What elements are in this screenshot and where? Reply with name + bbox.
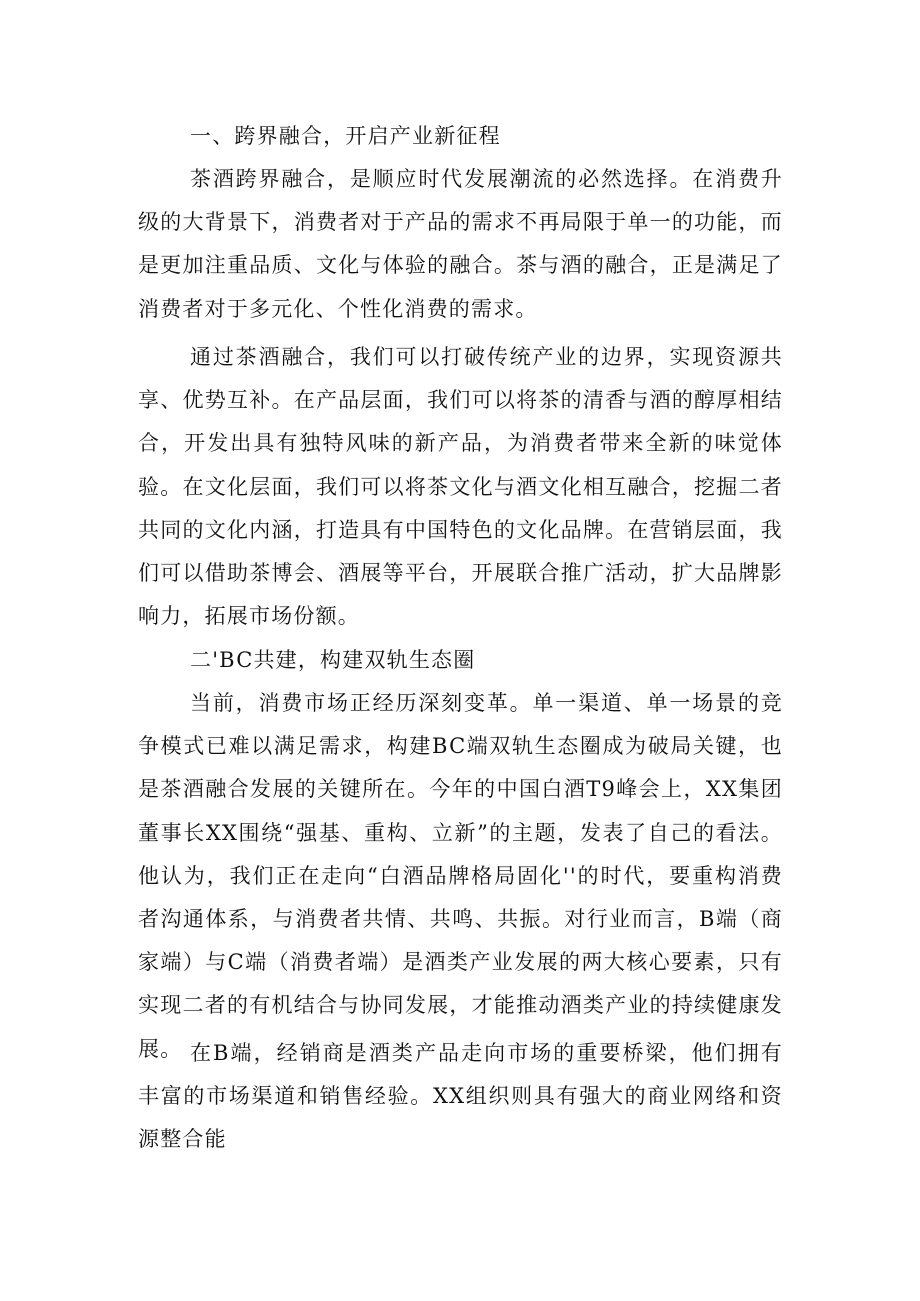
section-1-heading: 一、跨界融合，开启产业新征程 bbox=[190, 124, 501, 148]
section-2-paragraph-2: 在B端，经销商是酒类产品走向市场的重要桥梁，他们拥有丰富的市场渠道和销售经验。XX组织则具有强大的商业网络和资源整合能 bbox=[138, 1041, 783, 1152]
section-1-paragraph-1: 茶酒跨界融合，是顺应时代发展潮流的必然选择。在消费升级的大背景下，消费者对于产品的需求不再局限于单一的功能，而是更加注重品质、文化与体验的融合。茶与酒的融合，正是满足了消费者对于多元化、个性化消费的需求。 bbox=[138, 167, 783, 321]
section-2-heading: 二'BC共建，构建双轨生态圈 bbox=[190, 648, 476, 672]
section-2-paragraph-1: 当前，消费市场正经历深刻变革。单一渠道、单一场景的竞争模式已难以满足需求，构建BC端双轨生态圈成为破局关键，也是茶酒融合发展的关键所在。今年的中国白酒T9峰会上，XX集团董事长XX围绕“强基、重构、立新”的主题，发表了自己的看法。他认为，我们正在走向“白酒品牌格局固化''的时代，要重构消费者沟通体系，与消费者共情、共鸣、共振。对行业而言，B端（商家端）与C端（消费者端）是酒类产业发展的两大核心要素，只有实现二者的有机结合与协同发展，才能推动酒类产业的持续健康发展。 bbox=[138, 691, 783, 1061]
section-1-paragraph-2: 通过茶酒融合，我们可以打破传统产业的边界，实现资源共享、优势互补。在产品层面，我们可以将茶的清香与酒的醇厚相结合，开发出具有独特风味的新产品，为消费者带来全新的味觉体验。在文化层面，我们可以将茶文化与酒文化相互融合，挖掘二者共同的文化内涵，打造具有中国特色的文化品牌。在营销层面，我们可以借助茶博会、酒展等平台，开展联合推广活动，扩大品牌影响力，拓展市场份额。 bbox=[138, 345, 783, 629]
